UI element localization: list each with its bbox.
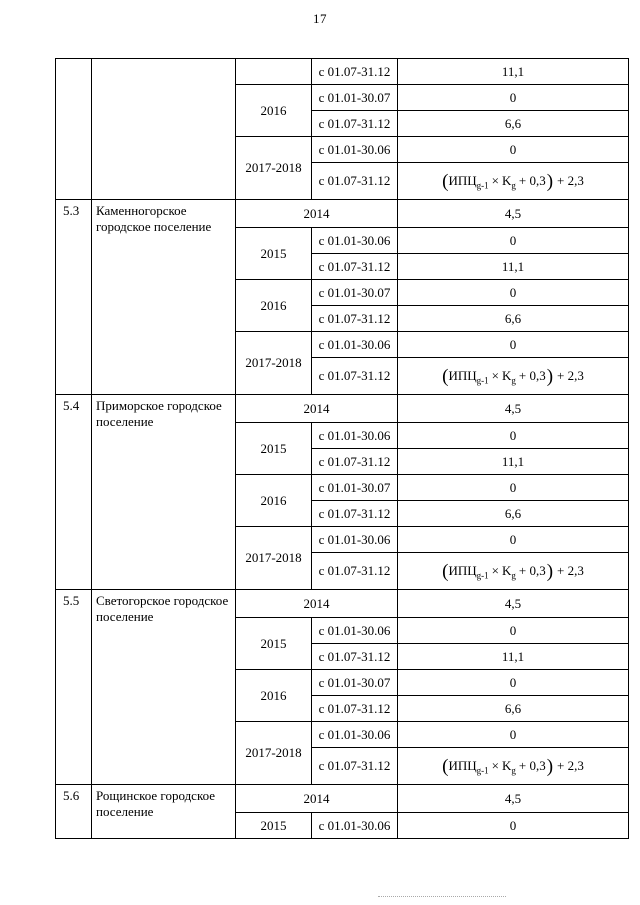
year-cell: 2017-2018 xyxy=(236,137,312,200)
year-cell: 2017-2018 xyxy=(236,527,312,590)
formula-tail: + 2,3 xyxy=(557,562,584,578)
multiply-operator: × xyxy=(491,562,499,578)
page-number: 17 xyxy=(313,11,327,26)
formula-addend: + 0,3 xyxy=(518,172,546,188)
row-number-cell xyxy=(56,59,92,200)
settlement-name-cell: Рощинское городское поселение xyxy=(92,785,236,839)
period-cell: с 01.07-31.12 xyxy=(312,696,398,722)
scan-artifact-line xyxy=(378,896,506,897)
value-cell: 0 xyxy=(398,475,629,501)
formula-tail: + 2,3 xyxy=(557,367,584,383)
formula-base-subscript: g-1 xyxy=(476,570,489,581)
year-cell: 2014 xyxy=(236,395,398,423)
year-cell: 2016 xyxy=(236,85,312,137)
value-cell: 0 xyxy=(398,280,629,306)
value-cell: 0 xyxy=(398,228,629,254)
period-cell: с 01.07-31.12 xyxy=(312,59,398,85)
period-cell: с 01.01-30.06 xyxy=(312,423,398,449)
tariff-formula xyxy=(442,170,584,192)
year-cell xyxy=(236,59,312,85)
year-cell: 2016 xyxy=(236,280,312,332)
formula-coefficient: K xyxy=(501,172,512,188)
tariff-formula xyxy=(442,365,584,387)
formula-value-cell xyxy=(398,358,629,395)
left-paren: ( xyxy=(442,170,449,192)
tariff-formula xyxy=(442,560,584,582)
period-cell: с 01.07-31.12 xyxy=(312,358,398,395)
table-row xyxy=(56,200,629,228)
value-cell: 6,6 xyxy=(398,501,629,527)
value-cell: 6,6 xyxy=(398,306,629,332)
period-cell: с 01.01-30.07 xyxy=(312,475,398,501)
value-cell: 11,1 xyxy=(398,59,629,85)
value-cell: 4,5 xyxy=(398,395,629,423)
period-cell: с 01.01-30.07 xyxy=(312,280,398,306)
year-cell: 2014 xyxy=(236,590,398,618)
formula-base: ИПЦ xyxy=(448,757,477,773)
formula-coefficient-subscript: g xyxy=(511,570,516,581)
value-cell: 0 xyxy=(398,618,629,644)
period-cell: с 01.01-30.06 xyxy=(312,618,398,644)
period-cell: с 01.07-31.12 xyxy=(312,644,398,670)
row-number-cell: 5.3 xyxy=(56,200,92,395)
period-cell: с 01.07-31.12 xyxy=(312,163,398,200)
formula-tail: + 2,3 xyxy=(557,757,584,773)
value-cell: 11,1 xyxy=(398,644,629,670)
left-paren: ( xyxy=(442,560,449,582)
formula-addend: + 0,3 xyxy=(518,757,546,773)
value-cell: 4,5 xyxy=(398,590,629,618)
right-paren: ) xyxy=(546,365,554,387)
formula-value-cell xyxy=(398,163,629,200)
year-cell: 2014 xyxy=(236,200,398,228)
value-cell: 0 xyxy=(398,813,629,839)
year-cell: 2015 xyxy=(236,423,312,475)
table-row xyxy=(56,590,629,618)
settlement-name-cell: Приморское городское поселение xyxy=(92,395,236,590)
formula-base-subscript: g-1 xyxy=(476,765,489,776)
value-cell: 0 xyxy=(398,332,629,358)
value-cell: 0 xyxy=(398,722,629,748)
formula-base: ИПЦ xyxy=(448,172,477,188)
period-cell: с 01.07-31.12 xyxy=(312,501,398,527)
multiply-operator: × xyxy=(491,367,499,383)
year-cell: 2015 xyxy=(236,618,312,670)
period-cell: с 01.07-31.12 xyxy=(312,449,398,475)
formula-addend: + 0,3 xyxy=(518,367,546,383)
period-cell: с 01.07-31.12 xyxy=(312,553,398,590)
multiply-operator: × xyxy=(491,757,499,773)
value-cell: 11,1 xyxy=(398,449,629,475)
table-row xyxy=(56,785,629,813)
formula-addend: + 0,3 xyxy=(518,562,546,578)
formula-coefficient: K xyxy=(501,562,512,578)
period-cell: с 01.01-30.06 xyxy=(312,228,398,254)
formula-tail: + 2,3 xyxy=(557,172,584,188)
formula-value-cell xyxy=(398,748,629,785)
right-paren: ) xyxy=(546,170,554,192)
year-cell: 2017-2018 xyxy=(236,332,312,395)
period-cell: с 01.07-31.12 xyxy=(312,111,398,137)
multiply-operator: × xyxy=(491,172,499,188)
settlement-name-cell: Каменногорское городское поселение xyxy=(92,200,236,395)
row-number-cell: 5.4 xyxy=(56,395,92,590)
row-number-cell: 5.6 xyxy=(56,785,92,839)
value-cell: 0 xyxy=(398,137,629,163)
value-cell: 4,5 xyxy=(398,200,629,228)
formula-coefficient: K xyxy=(501,367,512,383)
value-cell: 0 xyxy=(398,85,629,111)
left-paren: ( xyxy=(442,755,449,777)
value-cell: 0 xyxy=(398,670,629,696)
period-cell: с 01.01-30.06 xyxy=(312,332,398,358)
period-cell: с 01.01-30.06 xyxy=(312,137,398,163)
right-paren: ) xyxy=(546,560,554,582)
left-paren: ( xyxy=(442,365,449,387)
value-cell: 6,6 xyxy=(398,696,629,722)
formula-base: ИПЦ xyxy=(448,562,477,578)
value-cell: 0 xyxy=(398,423,629,449)
table-row xyxy=(56,59,629,85)
formula-value-cell xyxy=(398,553,629,590)
period-cell: с 01.07-31.12 xyxy=(312,254,398,280)
formula-base-subscript: g-1 xyxy=(476,375,489,386)
value-cell: 6,6 xyxy=(398,111,629,137)
value-cell: 4,5 xyxy=(398,785,629,813)
period-cell: с 01.01-30.06 xyxy=(312,813,398,839)
settlement-name-cell xyxy=(92,59,236,200)
formula-coefficient-subscript: g xyxy=(511,765,516,776)
year-cell: 2015 xyxy=(236,813,312,839)
settlement-name-cell: Светогорское городское поселение xyxy=(92,590,236,785)
formula-coefficient: K xyxy=(501,757,512,773)
year-cell: 2014 xyxy=(236,785,398,813)
tariff-formula xyxy=(442,755,584,777)
formula-base-subscript: g-1 xyxy=(476,180,489,191)
period-cell: с 01.07-31.12 xyxy=(312,306,398,332)
table-row xyxy=(56,395,629,423)
period-cell: с 01.01-30.06 xyxy=(312,722,398,748)
value-cell: 0 xyxy=(398,527,629,553)
period-cell: с 01.07-31.12 xyxy=(312,748,398,785)
formula-coefficient-subscript: g xyxy=(511,180,516,191)
year-cell: 2016 xyxy=(236,475,312,527)
year-cell: 2017-2018 xyxy=(236,722,312,785)
year-cell: 2016 xyxy=(236,670,312,722)
value-cell: 11,1 xyxy=(398,254,629,280)
period-cell: с 01.01-30.06 xyxy=(312,527,398,553)
period-cell: с 01.01-30.07 xyxy=(312,670,398,696)
right-paren: ) xyxy=(546,755,554,777)
tariff-table xyxy=(55,58,629,839)
row-number-cell: 5.5 xyxy=(56,590,92,785)
formula-base: ИПЦ xyxy=(448,367,477,383)
formula-coefficient-subscript: g xyxy=(511,375,516,386)
period-cell: с 01.01-30.07 xyxy=(312,85,398,111)
year-cell: 2015 xyxy=(236,228,312,280)
